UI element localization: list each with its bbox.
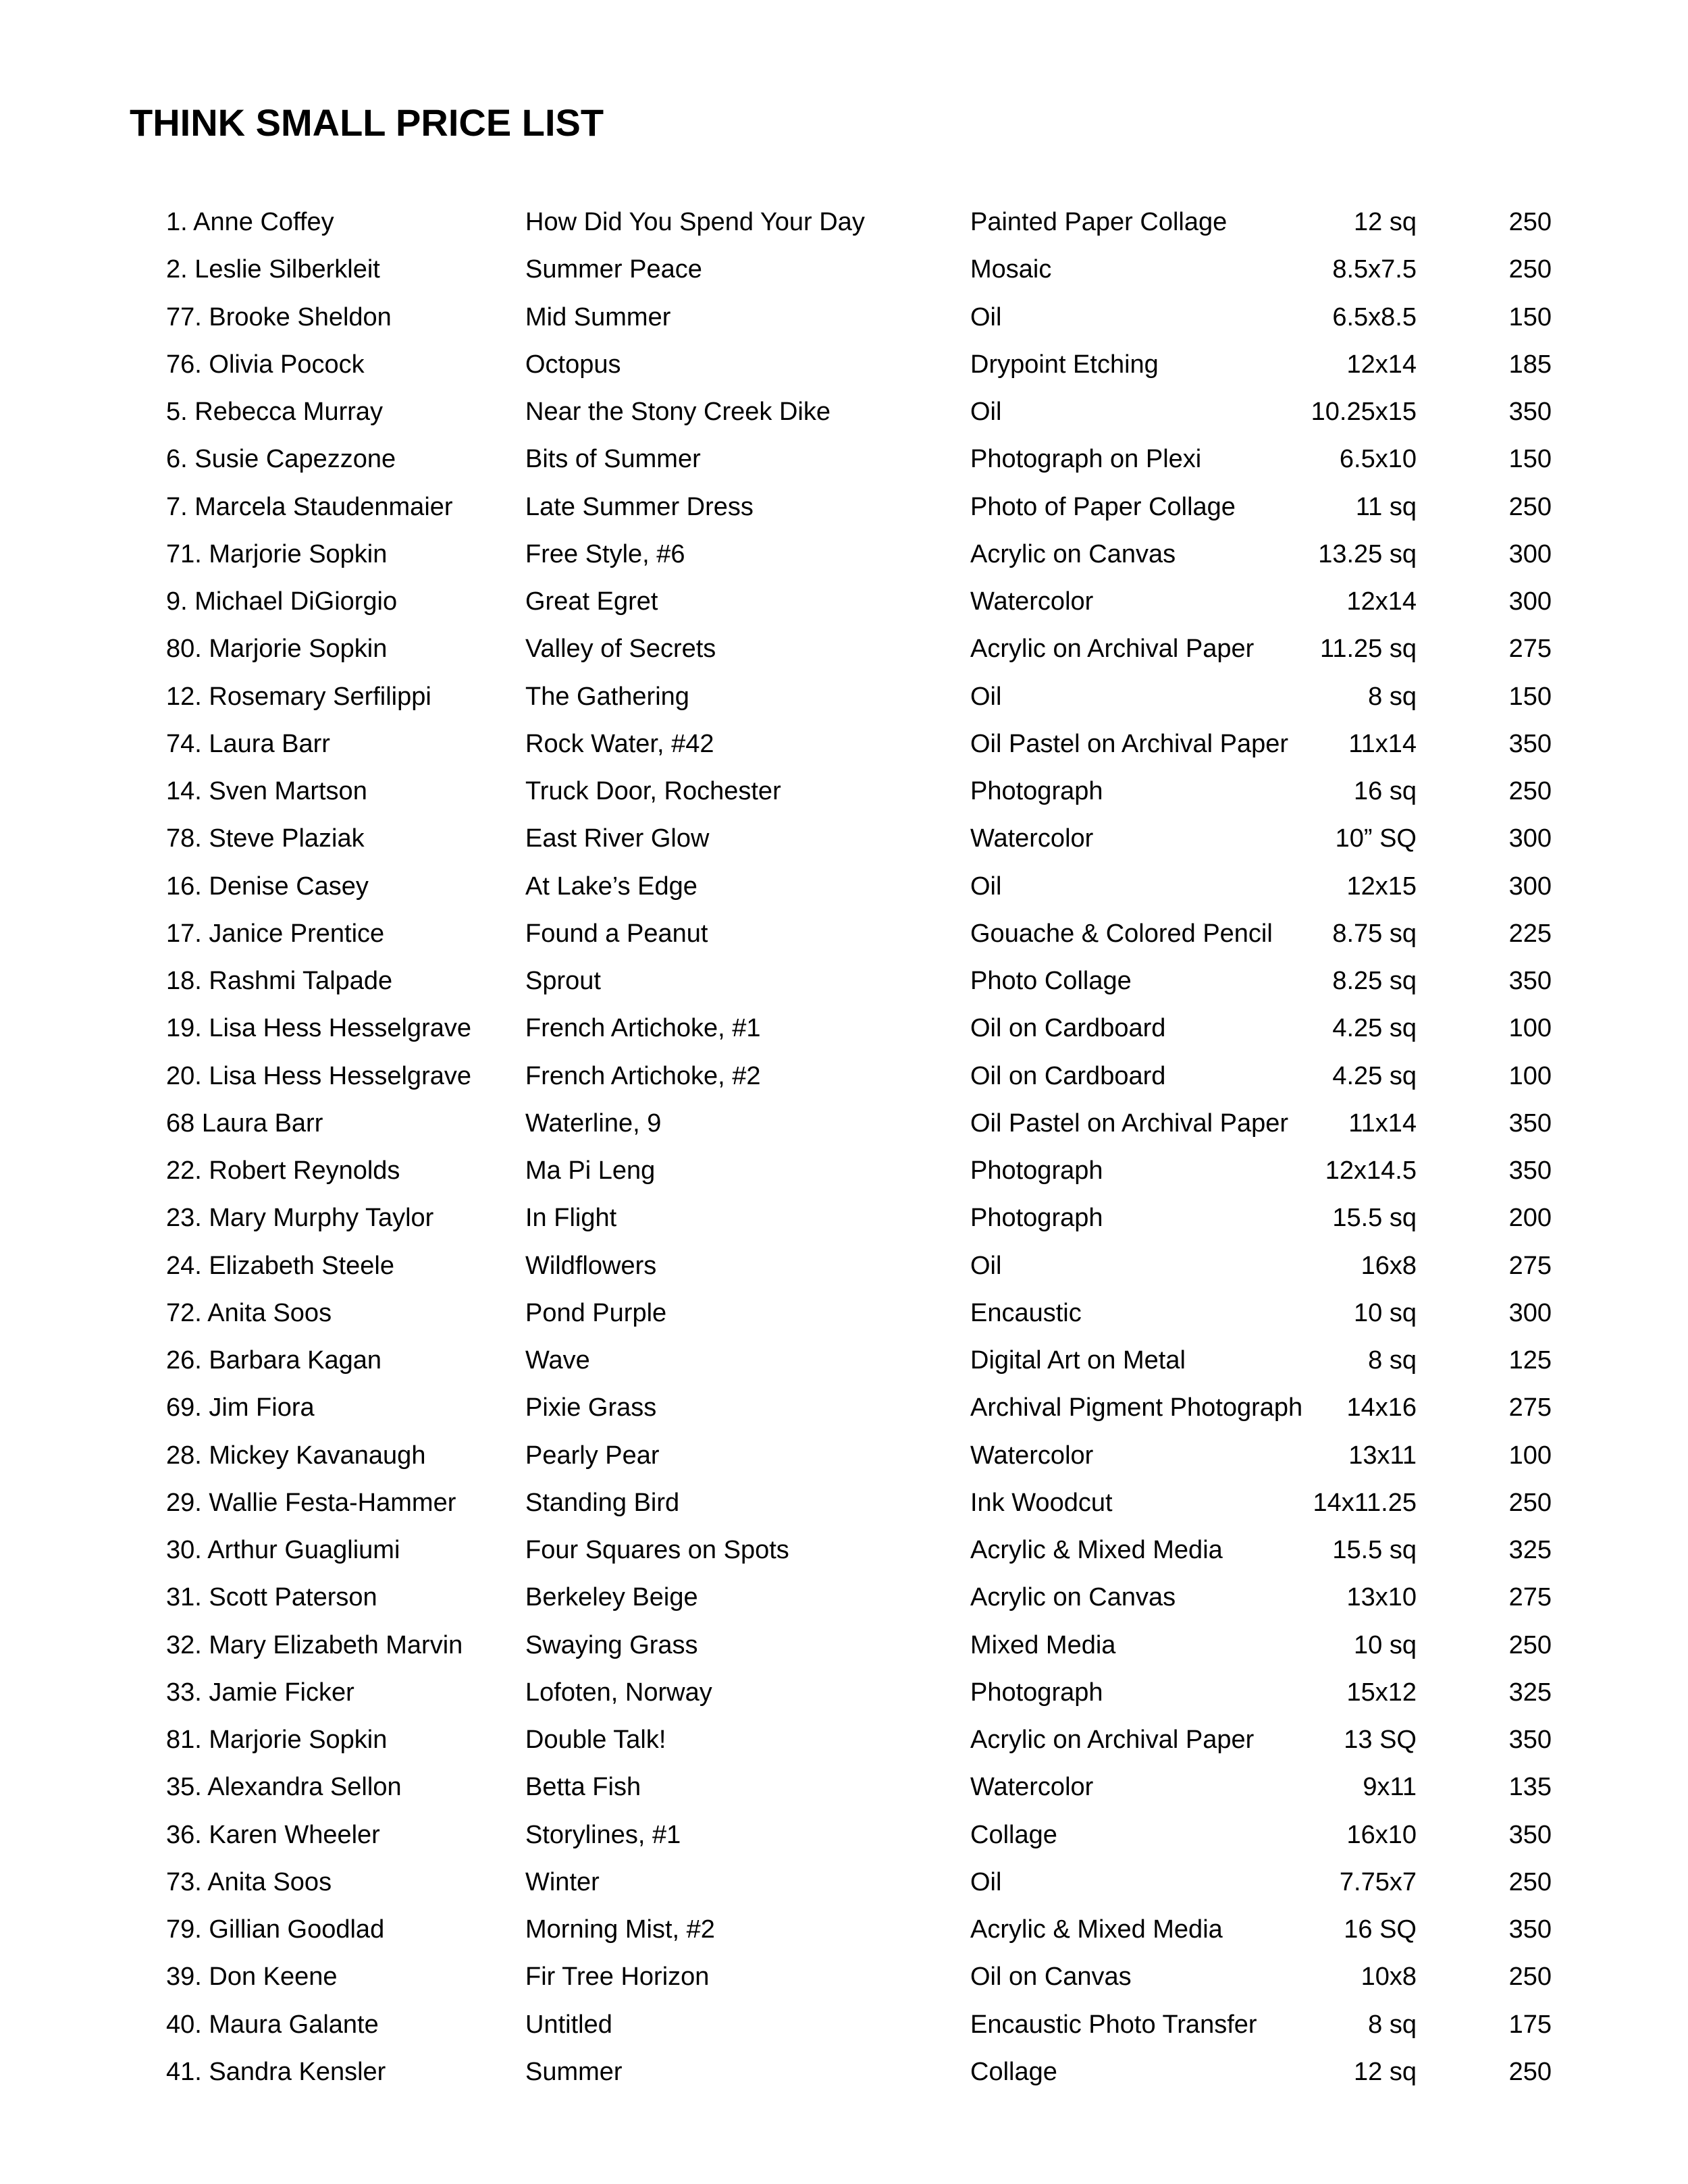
price-cell: 300: [1508, 1298, 1552, 1327]
price-cell: 275: [1508, 1393, 1552, 1422]
artwork-title-cell: Lofoten, Norway: [525, 1678, 712, 1707]
artist-cell: 26. Barbara Kagan: [166, 1346, 382, 1375]
medium-cell: Photo Collage: [970, 967, 1132, 995]
price-cell: 325: [1508, 1536, 1552, 1564]
artist-cell: 23. Mary Murphy Taylor: [166, 1204, 434, 1233]
price-cell: 350: [1508, 1156, 1552, 1185]
table-row: [0, 1763, 1688, 1811]
artwork-title-cell: Near the Stony Creek Dike: [525, 398, 830, 426]
medium-cell: Oil: [970, 872, 1002, 901]
medium-cell: Collage: [970, 2057, 1057, 2086]
artist-cell: 29. Wallie Festa-Hammer: [166, 1488, 456, 1517]
table-row: [0, 910, 1688, 957]
size-cell: 10 sq: [1354, 1630, 1417, 1659]
medium-cell: Acrylic & Mixed Media: [970, 1915, 1223, 1944]
artist-cell: 35. Alexandra Sellon: [166, 1773, 402, 1802]
artwork-title-cell: Double Talk!: [525, 1726, 666, 1754]
table-row: [0, 1053, 1688, 1100]
artist-cell: 69. Jim Fiora: [166, 1393, 315, 1422]
table-row: [0, 1100, 1688, 1147]
medium-cell: Photograph: [970, 1156, 1103, 1185]
artist-cell: 9. Michael DiGiorgio: [166, 587, 398, 616]
medium-cell: Photo of Paper Collage: [970, 492, 1236, 521]
artwork-title-cell: Four Squares on Spots: [525, 1536, 789, 1564]
artwork-title-cell: Mid Summer: [525, 302, 671, 331]
table-row: [0, 1716, 1688, 1763]
size-cell: 15x12: [1346, 1678, 1417, 1707]
table-row: [0, 1384, 1688, 1431]
size-cell: 13x11: [1348, 1441, 1417, 1470]
artwork-title-cell: Valley of Secrets: [525, 635, 716, 664]
table-row: [0, 388, 1688, 435]
size-cell: 8.75 sq: [1332, 919, 1417, 948]
size-cell: 8 sq: [1368, 1346, 1417, 1375]
medium-cell: Oil Pastel on Archival Paper: [970, 729, 1289, 758]
artwork-title-cell: Standing Bird: [525, 1488, 680, 1517]
medium-cell: Photograph: [970, 777, 1103, 805]
size-cell: 16x8: [1361, 1251, 1417, 1280]
table-row: [0, 768, 1688, 815]
artwork-title-cell: The Gathering: [525, 682, 689, 711]
price-cell: 135: [1508, 1773, 1552, 1802]
medium-cell: Photograph: [970, 1204, 1103, 1233]
medium-cell: Encaustic: [970, 1298, 1082, 1327]
price-cell: 300: [1508, 872, 1552, 901]
table-row: [0, 957, 1688, 1005]
medium-cell: Oil on Cardboard: [970, 1061, 1166, 1090]
table-row: [0, 198, 1688, 246]
size-cell: 12x14: [1346, 587, 1417, 616]
artwork-title-cell: Ma Pi Leng: [525, 1156, 656, 1185]
price-cell: 250: [1508, 777, 1552, 805]
artwork-title-cell: Wave: [525, 1346, 590, 1375]
size-cell: 8 sq: [1368, 2010, 1417, 2039]
price-cell: 250: [1508, 1630, 1552, 1659]
price-cell: 350: [1508, 1915, 1552, 1944]
artist-cell: 74. Laura Barr: [166, 729, 330, 758]
size-cell: 12x14.5: [1325, 1156, 1417, 1185]
size-cell: 14x16: [1346, 1393, 1417, 1422]
artwork-title-cell: Truck Door, Rochester: [525, 777, 781, 805]
medium-cell: Watercolor: [970, 587, 1094, 616]
artist-cell: 79. Gillian Goodlad: [166, 1915, 385, 1944]
artist-cell: 68 Laura Barr: [166, 1109, 323, 1138]
price-cell: 100: [1508, 1014, 1552, 1043]
medium-cell: Acrylic on Archival Paper: [970, 635, 1255, 664]
size-cell: 16 SQ: [1344, 1915, 1417, 1944]
table-row: [0, 1147, 1688, 1194]
artwork-title-cell: Berkeley Beige: [525, 1583, 698, 1612]
table-row: [0, 1622, 1688, 1669]
artist-cell: 33. Jamie Ficker: [166, 1678, 354, 1707]
medium-cell: Watercolor: [970, 1441, 1094, 1470]
table-row: [0, 1859, 1688, 1906]
artwork-title-cell: Pond Purple: [525, 1298, 667, 1327]
table-row: [0, 815, 1688, 862]
artist-cell: 17. Janice Prentice: [166, 919, 385, 948]
table-row: [0, 246, 1688, 293]
price-cell: 250: [1508, 255, 1552, 284]
artist-cell: 30. Arthur Guagliumi: [166, 1536, 400, 1564]
medium-cell: Oil on Cardboard: [970, 1014, 1166, 1043]
medium-cell: Digital Art on Metal: [970, 1346, 1186, 1375]
size-cell: 4.25 sq: [1332, 1014, 1417, 1043]
size-cell: 12x14: [1346, 350, 1417, 379]
size-cell: 10x8: [1361, 1963, 1417, 1992]
medium-cell: Oil: [970, 1251, 1002, 1280]
table-row: [0, 578, 1688, 625]
size-cell: 8.25 sq: [1332, 967, 1417, 995]
artwork-title-cell: Waterline, 9: [525, 1109, 662, 1138]
price-cell: 185: [1508, 350, 1552, 379]
artist-cell: 73. Anita Soos: [166, 1867, 332, 1896]
artwork-title-cell: Swaying Grass: [525, 1630, 698, 1659]
artwork-title-cell: Untitled: [525, 2010, 612, 2039]
artwork-title-cell: Found a Peanut: [525, 919, 708, 948]
medium-cell: Acrylic & Mixed Media: [970, 1536, 1223, 1564]
medium-cell: Oil on Canvas: [970, 1963, 1132, 1992]
artist-cell: 24. Elizabeth Steele: [166, 1251, 395, 1280]
size-cell: 14x11.25: [1313, 1488, 1417, 1517]
table-row: [0, 1574, 1688, 1621]
table-row: [0, 1811, 1688, 1859]
medium-cell: Mosaic: [970, 255, 1052, 284]
artwork-title-cell: Free Style, #6: [525, 539, 685, 568]
artwork-title-cell: Octopus: [525, 350, 621, 379]
artwork-title-cell: Late Summer Dress: [525, 492, 754, 521]
artwork-title-cell: French Artichoke, #2: [525, 1061, 761, 1090]
table-row: [0, 625, 1688, 672]
price-cell: 300: [1508, 824, 1552, 853]
medium-cell: Oil: [970, 1867, 1002, 1896]
artist-cell: 2. Leslie Silberkleit: [166, 255, 380, 284]
table-row: [0, 1337, 1688, 1384]
size-cell: 13 SQ: [1344, 1726, 1417, 1754]
table-row: [0, 1526, 1688, 1574]
artist-cell: 12. Rosemary Serfilippi: [166, 682, 431, 711]
artwork-title-cell: Bits of Summer: [525, 445, 701, 474]
size-cell: 6.5x10: [1339, 445, 1417, 474]
table-row: [0, 2001, 1688, 2048]
size-cell: 8 sq: [1368, 682, 1417, 711]
price-cell: 325: [1508, 1678, 1552, 1707]
price-cell: 200: [1508, 1204, 1552, 1233]
artist-cell: 71. Marjorie Sopkin: [166, 539, 388, 568]
price-cell: 350: [1508, 398, 1552, 426]
medium-cell: Gouache & Colored Pencil: [970, 919, 1273, 948]
table-row: [0, 1005, 1688, 1052]
table-row: [0, 1479, 1688, 1526]
table-row: [0, 2048, 1688, 2096]
price-cell: 250: [1508, 2057, 1552, 2086]
table-row: [0, 1906, 1688, 1953]
artwork-title-cell: East River Glow: [525, 824, 710, 853]
artwork-title-cell: Sprout: [525, 967, 601, 995]
price-cell: 100: [1508, 1441, 1552, 1470]
price-cell: 125: [1508, 1346, 1552, 1375]
price-cell: 300: [1508, 587, 1552, 616]
size-cell: 8.5x7.5: [1332, 255, 1417, 284]
artist-cell: 22. Robert Reynolds: [166, 1156, 400, 1185]
size-cell: 13x10: [1346, 1583, 1417, 1612]
artist-cell: 72. Anita Soos: [166, 1298, 332, 1327]
price-list-table: [0, 198, 1688, 2096]
price-cell: 250: [1508, 492, 1552, 521]
artist-cell: 81. Marjorie Sopkin: [166, 1726, 388, 1754]
table-row: [0, 673, 1688, 720]
price-cell: 300: [1508, 539, 1552, 568]
size-cell: 12x15: [1346, 872, 1417, 901]
artwork-title-cell: Morning Mist, #2: [525, 1915, 715, 1944]
size-cell: 6.5x8.5: [1332, 302, 1417, 331]
medium-cell: Drypoint Etching: [970, 350, 1159, 379]
artist-cell: 7. Marcela Staudenmaier: [166, 492, 453, 521]
size-cell: 9x11: [1363, 1773, 1417, 1802]
size-cell: 15.5 sq: [1332, 1204, 1417, 1233]
price-cell: 250: [1508, 1963, 1552, 1992]
table-row: [0, 720, 1688, 768]
artwork-title-cell: Summer Peace: [525, 255, 702, 284]
table-row: [0, 863, 1688, 910]
artwork-title-cell: Pixie Grass: [525, 1393, 657, 1422]
artwork-title-cell: Storylines, #1: [525, 1820, 681, 1849]
medium-cell: Photograph on Plexi: [970, 445, 1202, 474]
size-cell: 11x14: [1348, 1109, 1417, 1138]
artist-cell: 36. Karen Wheeler: [166, 1820, 380, 1849]
medium-cell: Collage: [970, 1820, 1057, 1849]
medium-cell: Ink Woodcut: [970, 1488, 1113, 1517]
artist-cell: 76. Olivia Pocock: [166, 350, 365, 379]
medium-cell: Mixed Media: [970, 1630, 1116, 1659]
medium-cell: Archival Pigment Photograph: [970, 1393, 1303, 1422]
artist-cell: 80. Marjorie Sopkin: [166, 635, 388, 664]
price-cell: 100: [1508, 1061, 1552, 1090]
table-row: [0, 294, 1688, 341]
page-title: THINK SMALL PRICE LIST: [130, 101, 604, 144]
price-cell: 275: [1508, 1583, 1552, 1612]
artwork-title-cell: Summer: [525, 2057, 623, 2086]
artist-cell: 6. Susie Capezzone: [166, 445, 396, 474]
artist-cell: 1. Anne Coffey: [166, 208, 334, 236]
size-cell: 11x14: [1348, 729, 1417, 758]
size-cell: 7.75x7: [1339, 1867, 1417, 1896]
price-cell: 350: [1508, 1109, 1552, 1138]
medium-cell: Acrylic on Canvas: [970, 539, 1176, 568]
medium-cell: Oil: [970, 398, 1002, 426]
price-cell: 150: [1508, 302, 1552, 331]
medium-cell: Acrylic on Archival Paper: [970, 1726, 1255, 1754]
price-cell: 275: [1508, 635, 1552, 664]
artist-cell: 16. Denise Casey: [166, 872, 369, 901]
size-cell: 12 sq: [1354, 208, 1417, 236]
medium-cell: Oil: [970, 302, 1002, 331]
artist-cell: 39. Don Keene: [166, 1963, 338, 1992]
artist-cell: 18. Rashmi Talpade: [166, 967, 393, 995]
artwork-title-cell: Rock Water, #42: [525, 729, 714, 758]
size-cell: 10.25x15: [1311, 398, 1417, 426]
size-cell: 16 sq: [1354, 777, 1417, 805]
table-row: [0, 1242, 1688, 1289]
artwork-title-cell: Great Egret: [525, 587, 658, 616]
artwork-title-cell: How Did You Spend Your Day: [525, 208, 865, 236]
artist-cell: 28. Mickey Kavanaugh: [166, 1441, 426, 1470]
size-cell: 4.25 sq: [1332, 1061, 1417, 1090]
size-cell: 11.25 sq: [1320, 635, 1417, 664]
artist-cell: 20. Lisa Hess Hesselgrave: [166, 1061, 471, 1090]
price-cell: 225: [1508, 919, 1552, 948]
artwork-title-cell: French Artichoke, #1: [525, 1014, 761, 1043]
table-row: [0, 1669, 1688, 1716]
artist-cell: 19. Lisa Hess Hesselgrave: [166, 1014, 471, 1043]
medium-cell: Acrylic on Canvas: [970, 1583, 1176, 1612]
table-row: [0, 483, 1688, 531]
artwork-title-cell: Wildflowers: [525, 1251, 657, 1280]
price-cell: 250: [1508, 1488, 1552, 1517]
size-cell: 15.5 sq: [1332, 1536, 1417, 1564]
artist-cell: 77. Brooke Sheldon: [166, 302, 392, 331]
artwork-title-cell: Pearly Pear: [525, 1441, 660, 1470]
size-cell: 16x10: [1346, 1820, 1417, 1849]
medium-cell: Watercolor: [970, 824, 1094, 853]
artwork-title-cell: Betta Fish: [525, 1773, 641, 1802]
medium-cell: Painted Paper Collage: [970, 208, 1228, 236]
medium-cell: Oil: [970, 682, 1002, 711]
price-cell: 350: [1508, 1726, 1552, 1754]
price-cell: 275: [1508, 1251, 1552, 1280]
price-cell: 350: [1508, 1820, 1552, 1849]
artwork-title-cell: In Flight: [525, 1204, 617, 1233]
table-row: [0, 531, 1688, 578]
table-row: [0, 1432, 1688, 1479]
table-row: [0, 1289, 1688, 1337]
table-row: [0, 1953, 1688, 2000]
artist-cell: 41. Sandra Kensler: [166, 2057, 386, 2086]
price-cell: 250: [1508, 1867, 1552, 1896]
table-row: [0, 1194, 1688, 1242]
artwork-title-cell: Winter: [525, 1867, 600, 1896]
size-cell: 12 sq: [1354, 2057, 1417, 2086]
size-cell: 10 sq: [1354, 1298, 1417, 1327]
medium-cell: Encaustic Photo Transfer: [970, 2010, 1257, 2039]
artist-cell: 32. Mary Elizabeth Marvin: [166, 1630, 463, 1659]
price-cell: 150: [1508, 682, 1552, 711]
artist-cell: 14. Sven Martson: [166, 777, 367, 805]
price-cell: 150: [1508, 445, 1552, 474]
medium-cell: Photograph: [970, 1678, 1103, 1707]
size-cell: 10” SQ: [1335, 824, 1417, 853]
artist-cell: 31. Scott Paterson: [166, 1583, 377, 1612]
artist-cell: 5. Rebecca Murray: [166, 398, 384, 426]
table-row: [0, 341, 1688, 388]
size-cell: 13.25 sq: [1318, 539, 1417, 568]
table-row: [0, 435, 1688, 483]
artwork-title-cell: Fir Tree Horizon: [525, 1963, 710, 1992]
size-cell: 11 sq: [1355, 492, 1417, 521]
price-cell: 175: [1508, 2010, 1552, 2039]
price-cell: 250: [1508, 208, 1552, 236]
artist-cell: 40. Maura Galante: [166, 2010, 379, 2039]
medium-cell: Watercolor: [970, 1773, 1094, 1802]
price-cell: 350: [1508, 967, 1552, 995]
medium-cell: Oil Pastel on Archival Paper: [970, 1109, 1289, 1138]
price-cell: 350: [1508, 729, 1552, 758]
artist-cell: 78. Steve Plaziak: [166, 824, 365, 853]
artwork-title-cell: At Lake’s Edge: [525, 872, 697, 901]
